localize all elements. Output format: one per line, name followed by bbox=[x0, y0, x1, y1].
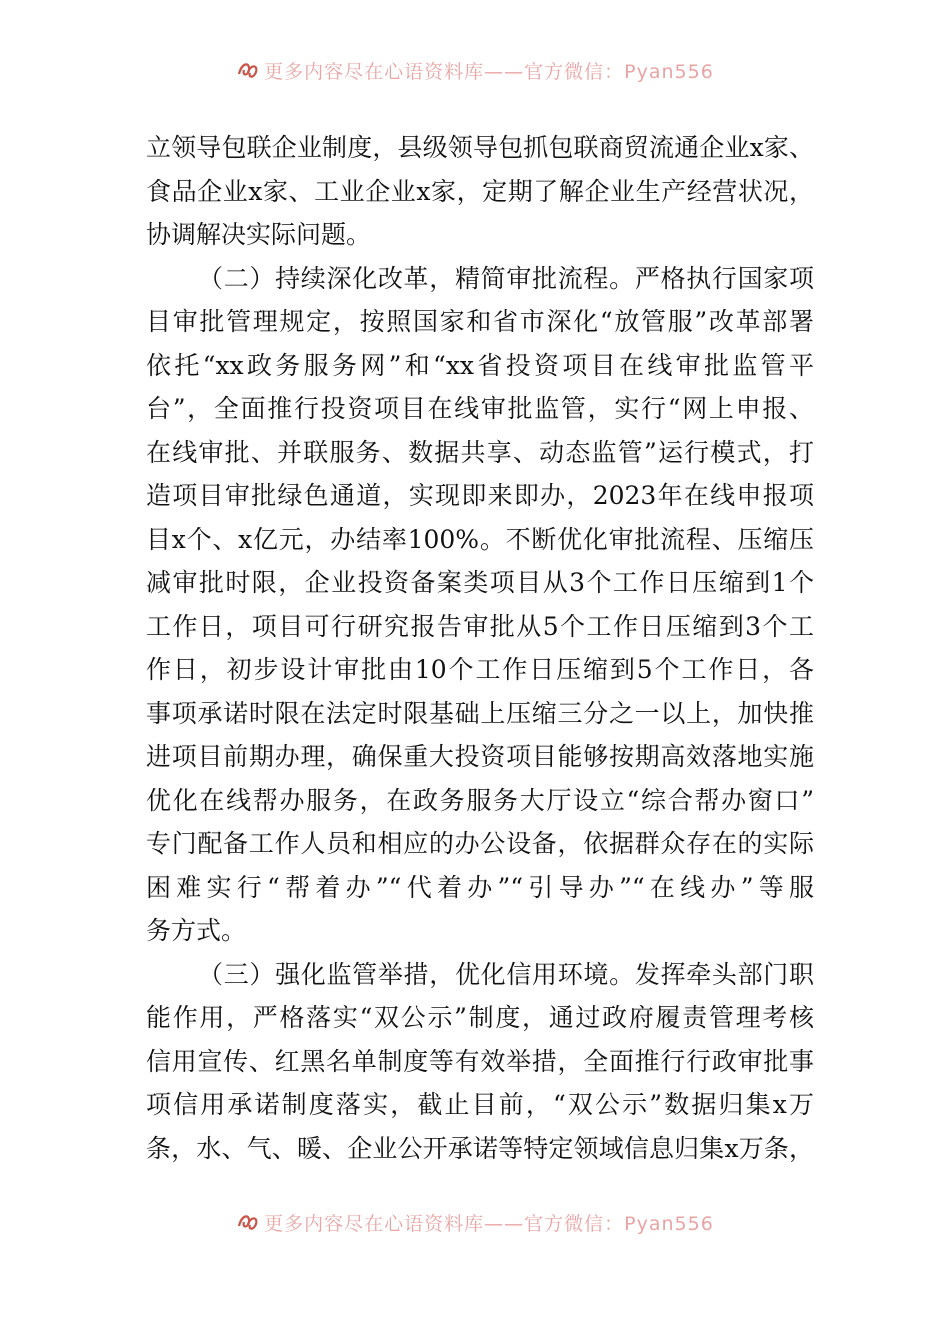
text-line: 目审批管理规定，按照国家和省市深化“放管服”改革部署 bbox=[146, 307, 814, 336]
text-line: 减审批时限，企业投资备案类项目从3个工作日压缩到1个 bbox=[146, 568, 814, 597]
brand-logo-icon bbox=[236, 59, 260, 81]
text-line: 信用宣传、红黑名单制度等有效举措，全面推行行政审批事 bbox=[146, 1046, 814, 1076]
text-line: 能作用，严格落实“双公示”制度，通过政府履责管理考核 bbox=[146, 1003, 814, 1032]
text-line: 进项目前期办理，确保重大投资项目能够按期高效落地实施 bbox=[146, 742, 814, 771]
text-line: 困难实行“帮着办”“代着办”“引导办”“在线办”等服 bbox=[146, 872, 814, 902]
watermark-text: 更多内容尽在心语资料库——官方微信：Pyan556 bbox=[264, 60, 714, 83]
text-line: 专门配备工作人员和相应的办公设备，依据群众存在的实际 bbox=[146, 829, 814, 858]
text-line: 作日，初步设计审批由10个工作日压缩到5个工作日，各 bbox=[146, 655, 814, 684]
text-line: 造项目审批绿色通道，实现即来即办，2023年在线申报项 bbox=[146, 481, 814, 510]
text-line: 食品企业x家、工业企业x家，定期了解企业生产经营状况， bbox=[146, 176, 814, 206]
text-line: 项信用承诺制度落实，截止目前，“双公示”数据归集x万 bbox=[146, 1090, 814, 1119]
header-watermark bbox=[0, 55, 950, 85]
text-line: 工作日，项目可行研究报告审批从5个工作日压缩到3个工 bbox=[146, 611, 814, 641]
text-line: 事项承诺时限在法定时限基础上压缩三分之一以上，加快推 bbox=[146, 698, 814, 728]
text-line: 务方式。 bbox=[146, 916, 247, 945]
text-line: 台”，全面推行投资项目在线审批监管，实行“网上申报、 bbox=[146, 394, 814, 423]
section-heading-line: （二）持续深化改革，精简审批流程。严格执行国家项 bbox=[198, 263, 814, 293]
text-line: 优化在线帮办服务，在政务服务大厅设立“综合帮办窗口” bbox=[146, 785, 814, 815]
brand-logo-icon bbox=[236, 1211, 260, 1233]
text-line: 协调解决实际问题。 bbox=[146, 220, 372, 249]
text-line: 条，水、气、暖、企业公开承诺等特定领域信息归集x万条， bbox=[146, 1133, 814, 1163]
text-line: 立领导包联企业制度，县级领导包抓包联商贸流通企业x家、 bbox=[146, 133, 814, 162]
text-line: 在线审批、并联服务、数据共享、动态监管”运行模式，打 bbox=[146, 437, 814, 467]
watermark-text: 更多内容尽在心语资料库——官方微信：Pyan556 bbox=[264, 1212, 714, 1235]
text-line: 目x个、x亿元，办结率100%。不断优化审批流程、压缩压 bbox=[146, 524, 814, 554]
text-line: 依托“xx政务服务网”和“xx省投资项目在线审批监管平 bbox=[146, 350, 814, 380]
footer-watermark bbox=[0, 1207, 950, 1237]
section-heading-line: （三）强化监管举措，优化信用环境。发挥牵头部门职 bbox=[198, 959, 814, 989]
document-body bbox=[146, 126, 814, 1170]
